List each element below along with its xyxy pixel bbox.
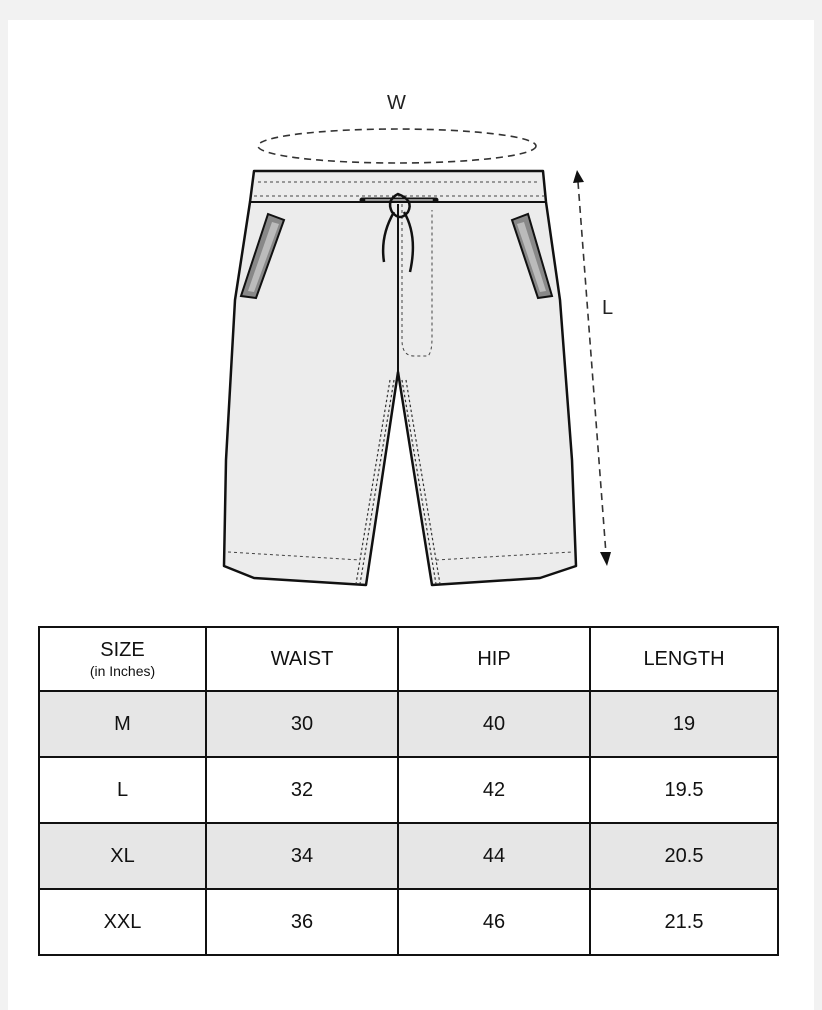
cell-size: XL [39,823,206,889]
header-waist: WAIST [206,627,398,691]
waist-measure-ellipse [258,129,536,163]
cell-waist: 30 [206,691,398,757]
cell-waist: 36 [206,889,398,955]
cell-length: 19 [590,691,778,757]
cell-length: 19.5 [590,757,778,823]
cell-length: 20.5 [590,823,778,889]
waist-dimension-label: W [387,92,406,114]
cell-hip: 44 [398,823,590,889]
header-size-unit: (in Inches) [89,663,156,679]
length-arrow-top [573,170,584,183]
cell-waist: 34 [206,823,398,889]
length-arrow-bottom [600,552,611,566]
cell-waist: 32 [206,757,398,823]
cell-size: L [39,757,206,823]
header-length: LENGTH [590,627,778,691]
header-hip: HIP [398,627,590,691]
table-row [39,889,778,955]
cell-hip: 42 [398,757,590,823]
cell-size: M [39,691,206,757]
header-size-label: SIZE [100,639,145,661]
header-size [39,627,206,691]
table-row [39,757,778,823]
length-dimension-label: L [602,297,614,319]
cell-size: XXL [39,889,206,955]
cell-hip: 46 [398,889,590,955]
table-header-row [39,627,778,691]
cell-length: 21.5 [590,889,778,955]
cell-hip: 40 [398,691,590,757]
size-chart-table [38,626,779,956]
table-row [39,823,778,889]
table-row [39,691,778,757]
length-measure-line [578,182,606,554]
